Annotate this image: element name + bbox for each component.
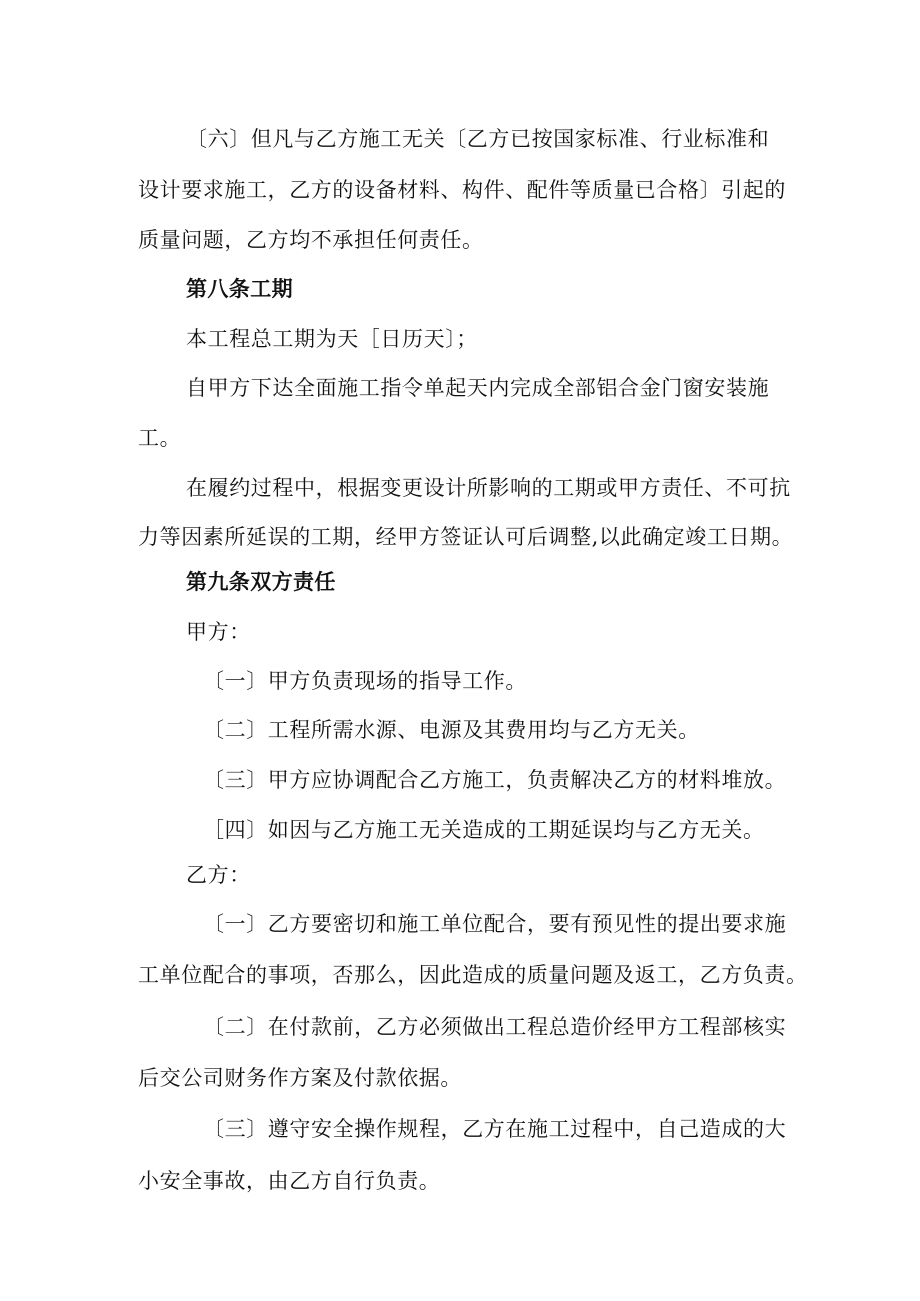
paragraph-line: 后交公司财务作方案及付款依据。 [138, 1066, 462, 1090]
paragraph-line: 小安全事故，由乙方自行负责。 [138, 1169, 441, 1193]
paragraph-line: 自甲方下达全面施工指令单起天内完成全部铝合金门窗安装施 [186, 376, 770, 400]
paragraph-line: 〔一〕乙方要密切和施工单位配合，要有预见性的提出要求施 [203, 912, 787, 936]
paragraph-line: 质量问题，乙方均不承担任何责任。 [138, 228, 484, 252]
party-a-label: 甲方： [186, 620, 251, 644]
paragraph-line: 工。 [138, 426, 182, 450]
paragraph-line: 力等因素所延误的工期，经甲方签证认可后调整,以此确定竣工日期。 [138, 525, 794, 549]
article-9-title: 第九条双方责任 [186, 570, 336, 594]
party-a-item: 〔一〕甲方负责现场的指导工作。 [203, 669, 527, 693]
paragraph-line: 设计要求施工，乙方的设备材料、构件、配件等质量已合格〕引起的 [138, 178, 786, 202]
paragraph-line: 工单位配合的事项，否那么，因此造成的质量问题及返工，乙方负责。 [138, 963, 808, 987]
paragraph-line: 〔六〕但凡与乙方施工无关〔乙方已按国家标准、行业标准和 [186, 127, 770, 151]
party-a-item: 〔三〕甲方应协调配合乙方施工，负责解决乙方的材料堆放。 [203, 768, 787, 792]
party-b-label: 乙方： [186, 863, 251, 887]
paragraph-line: 〔三〕遵守安全操作规程，乙方在施工过程中，自己造成的大 [203, 1117, 787, 1141]
party-a-item: ［四〕如因与乙方施工无关造成的工期延误均与乙方无关。 [203, 818, 765, 842]
paragraph-line: 本工程总工期为天［日历天〕； [186, 327, 478, 351]
paragraph-line: 〔二〕在付款前，乙方必须做出工程总造价经甲方工程部核实 [203, 1015, 787, 1039]
article-8-title: 第八条工期 [186, 277, 293, 301]
party-a-item: 〔二〕工程所需水源、电源及其费用均与乙方无关。 [203, 718, 700, 742]
paragraph-line: 在履约过程中，根据变更设计所影响的工期或甲方责任、不可抗 [186, 476, 791, 500]
